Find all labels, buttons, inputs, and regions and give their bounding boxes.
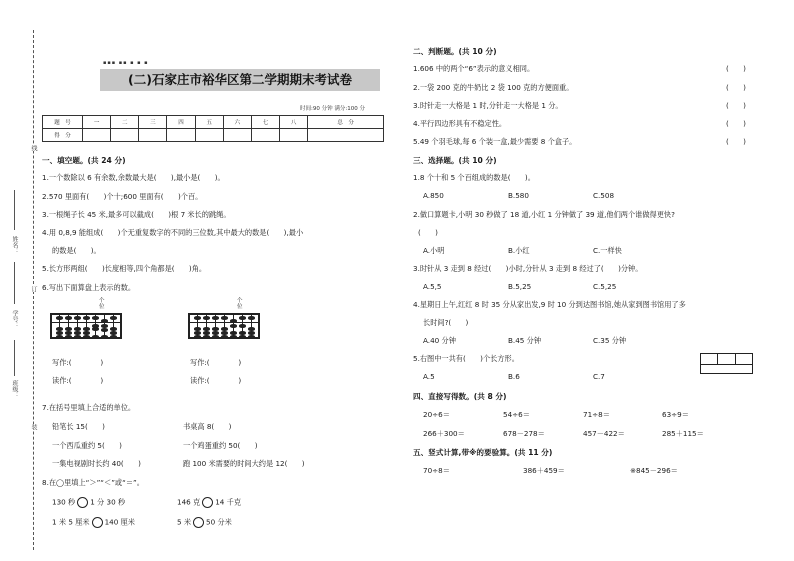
score-input-cell[interactable] — [308, 129, 384, 142]
score-cell: 题 号 — [43, 116, 83, 129]
score-input-cell[interactable] — [139, 129, 167, 142]
s3-question-4a: 4.星期日上午,红红 8 时 35 分从家出发,9 时 10 分到达图书馆,她从家到图书馆用了多 — [413, 300, 686, 309]
answer-paren[interactable]: ( ) — [726, 119, 746, 128]
option: A.850 — [423, 191, 444, 200]
s3-question-1: 1.8 个十和 5 个百组成的数是( )。 — [413, 173, 535, 182]
section2-title: 二、判断题。(共 10 分) — [413, 47, 497, 56]
answer-paren[interactable]: ( ) — [726, 101, 746, 110]
q8-item — [177, 517, 232, 528]
score-cell: 二 — [111, 116, 139, 129]
q8-right: 140 厘米 — [104, 517, 135, 527]
judge-item: 1.606 中的两个“6”表示的意义相同。 — [413, 64, 535, 73]
option: C.508 — [593, 191, 615, 200]
calc-item: 285＋115＝ — [662, 429, 704, 438]
abacus1-label — [99, 298, 105, 310]
class-write-line — [14, 340, 15, 376]
calc-item: 678－278＝ — [503, 429, 545, 438]
abacus-label-bottom: 位 — [237, 304, 243, 310]
s1-question-6: 6.写出下面算盘上表示的数。 — [42, 283, 136, 292]
score-table-score-row — [43, 129, 384, 142]
calc-item: 266＋300＝ — [423, 429, 465, 438]
name-write-line — [14, 190, 15, 230]
calc-item: 71÷8＝ — [583, 410, 610, 419]
score-input-cell[interactable] — [251, 129, 279, 142]
id-label: 学号： — [11, 310, 18, 328]
q7-item: 一集电视剧时长约 40( ) — [52, 459, 141, 468]
s3-question-3: 3.时针从 3 走到 8 经过( )小时,分针从 3 走到 8 经过了( )分钟。 — [413, 264, 643, 273]
calc-item: 457－422＝ — [583, 429, 625, 438]
s3-question-2b: ( ) — [418, 228, 438, 237]
q7-item: 书桌高 8( ) — [183, 422, 232, 431]
calc-item: 20÷6＝ — [423, 410, 450, 419]
option: A.40 分钟 — [423, 336, 456, 345]
judge-item: 2.一袋 200 克的牛奶比 2 袋 100 克的方便面重。 — [413, 83, 574, 92]
option: B.580 — [508, 191, 529, 200]
s3-question-5: 5.右图中一共有( )个长方形。 — [413, 354, 519, 363]
score-cell: 六 — [223, 116, 251, 129]
q8-item — [52, 497, 125, 508]
rectangle-figure — [700, 353, 753, 374]
abacus-label-top: 个 — [99, 298, 105, 304]
answer-paren[interactable]: ( ) — [726, 137, 746, 146]
option: B.小红 — [508, 246, 530, 255]
id-write-line — [14, 262, 15, 304]
score-input-cell[interactable] — [83, 129, 111, 142]
seal-word-zhuang: 装 — [30, 424, 37, 430]
vertical-calc-item: ※845－296＝ — [630, 466, 678, 475]
score-cell: 七 — [251, 116, 279, 129]
q8-item — [177, 497, 241, 508]
score-input-cell[interactable] — [195, 129, 223, 142]
exam-meta: 时间:90 分钟 满分:100 分 — [300, 106, 365, 112]
section3-title: 三、选择题。(共 10 分) — [413, 156, 497, 165]
score-cell: 一 — [83, 116, 111, 129]
s1-question-2: 2.570 里面有( )个十;600 里面有( )个百。 — [42, 192, 203, 201]
option: A.5,5 — [423, 282, 442, 291]
s1-question-7: 7.在括号里填上合适的单位。 — [42, 403, 136, 412]
q7-item: 一个西瓜重约 5( ) — [52, 441, 122, 450]
q8-left: 5 米 — [177, 517, 192, 527]
q7-item: 铅笔长 15( ) — [52, 422, 105, 431]
option: C.7 — [593, 372, 605, 381]
judge-item: 4.平行四边形具有不稳定性。 — [413, 119, 507, 128]
q8-right: 1 分 30 秒 — [90, 497, 126, 507]
s3-question-4b: 长时间?( ) — [423, 318, 469, 327]
q8-left: 146 克 — [177, 497, 201, 507]
class-label: 班级： — [11, 380, 18, 398]
s1-question-1: 1.一个数除以 6 有余数,余数最大是( ),最小是( )。 — [42, 173, 225, 182]
s1-question-4a: 4.用 0,8,9 能组成( )个无重复数字的不同的三位数,其中最大的数是( ),最小 — [42, 228, 304, 237]
answer-paren[interactable]: ( ) — [726, 64, 746, 73]
score-cell: 总 分 — [308, 116, 384, 129]
q8-right: 14 千克 — [215, 497, 242, 507]
q8-left: 130 秒 — [52, 497, 76, 507]
s1-question-4b: 的数是( )。 — [52, 246, 101, 255]
seal-word-xian: 线 — [30, 145, 37, 151]
seal-word-ding: 订 — [30, 286, 37, 292]
abacus-2 — [188, 313, 260, 339]
abacus1-write: 写作:( ) — [52, 358, 104, 367]
abacus-label-top: 个 — [237, 298, 243, 304]
section1-title: 一、填空题。(共 24 分) — [42, 156, 126, 165]
q7-item: 一个鸡蛋重约 50( ) — [183, 441, 258, 450]
score-table — [42, 115, 384, 142]
score-cell: 三 — [139, 116, 167, 129]
section5-title: 五、竖式计算,带※的要验算。(共 11 分) — [413, 448, 553, 457]
abacus1-read: 读作:( ) — [52, 376, 104, 385]
vertical-calc-item: 70÷8＝ — [423, 466, 450, 475]
q8-left: 1 米 5 厘米 — [52, 517, 90, 527]
score-cell: 五 — [195, 116, 223, 129]
option: A.小明 — [423, 246, 445, 255]
answer-paren[interactable]: ( ) — [726, 83, 746, 92]
score-input-cell[interactable] — [167, 129, 195, 142]
calc-item: 54÷6＝ — [503, 410, 530, 419]
s1-question-5: 5.长方形两组( )长度相等,四个角都是( )角。 — [42, 264, 207, 273]
exam-title: (二)石家庄市裕华区第二学期期末考试卷 — [100, 69, 380, 91]
score-input-cell[interactable] — [111, 129, 139, 142]
compare-circle[interactable] — [202, 497, 213, 508]
calc-item: 63÷9＝ — [662, 410, 689, 419]
s3-question-2a: 2.做口算题卡,小明 30 秒做了 18 道,小红 1 分钟做了 39 道,他们两个谁做得更快? — [413, 210, 675, 219]
s1-question-8: 8.在◯里填上“＞”“＜”或“＝”。 — [42, 478, 144, 487]
q8-item — [52, 517, 135, 528]
abacus2-label — [237, 298, 243, 310]
name-label: 姓名： — [11, 236, 18, 254]
compare-circle[interactable] — [77, 497, 88, 508]
option: C.一样快 — [593, 246, 622, 255]
vertical-calc-item: 386＋459＝ — [523, 466, 565, 475]
option: B.5,25 — [508, 282, 532, 291]
abacus2-write: 写作:( ) — [190, 358, 242, 367]
s1-question-3: 3.一根绳子长 45 米,最多可以截成( )根 7 米长的跳绳。 — [42, 210, 231, 219]
score-table-header-row — [43, 116, 384, 129]
score-cell: 四 — [167, 116, 195, 129]
judge-item: 5.49 个羽毛球,每 6 个装一盒,最少需要 8 个盒子。 — [413, 137, 577, 146]
score-input-cell[interactable] — [223, 129, 251, 142]
option: B.45 分钟 — [508, 336, 542, 345]
compare-circle[interactable] — [193, 517, 204, 528]
abacus2-read: 读作:( ) — [190, 376, 242, 385]
score-cell: 八 — [280, 116, 308, 129]
option: C.35 分钟 — [593, 336, 627, 345]
compare-circle[interactable] — [92, 517, 103, 528]
section4-title: 四、直接写得数。(共 8 分) — [413, 392, 507, 401]
option: C.5,25 — [593, 282, 617, 291]
q8-right: 50 分米 — [206, 517, 232, 527]
judge-item: 3.时针走一大格是 1 时,分针走一大格是 1 分。 — [413, 101, 563, 110]
score-input-cell[interactable] — [280, 129, 308, 142]
q7-item: 跑 100 米需要的时间大约是 12( ) — [183, 459, 305, 468]
score-cell: 得 分 — [43, 129, 83, 142]
option: B.6 — [508, 372, 520, 381]
abacus-1 — [50, 313, 122, 339]
abacus-label-bottom: 位 — [99, 304, 105, 310]
option: A.5 — [423, 372, 435, 381]
title-noise: ▪▪▪ ▪▪ ▪ ▪ ▪ — [103, 60, 149, 66]
